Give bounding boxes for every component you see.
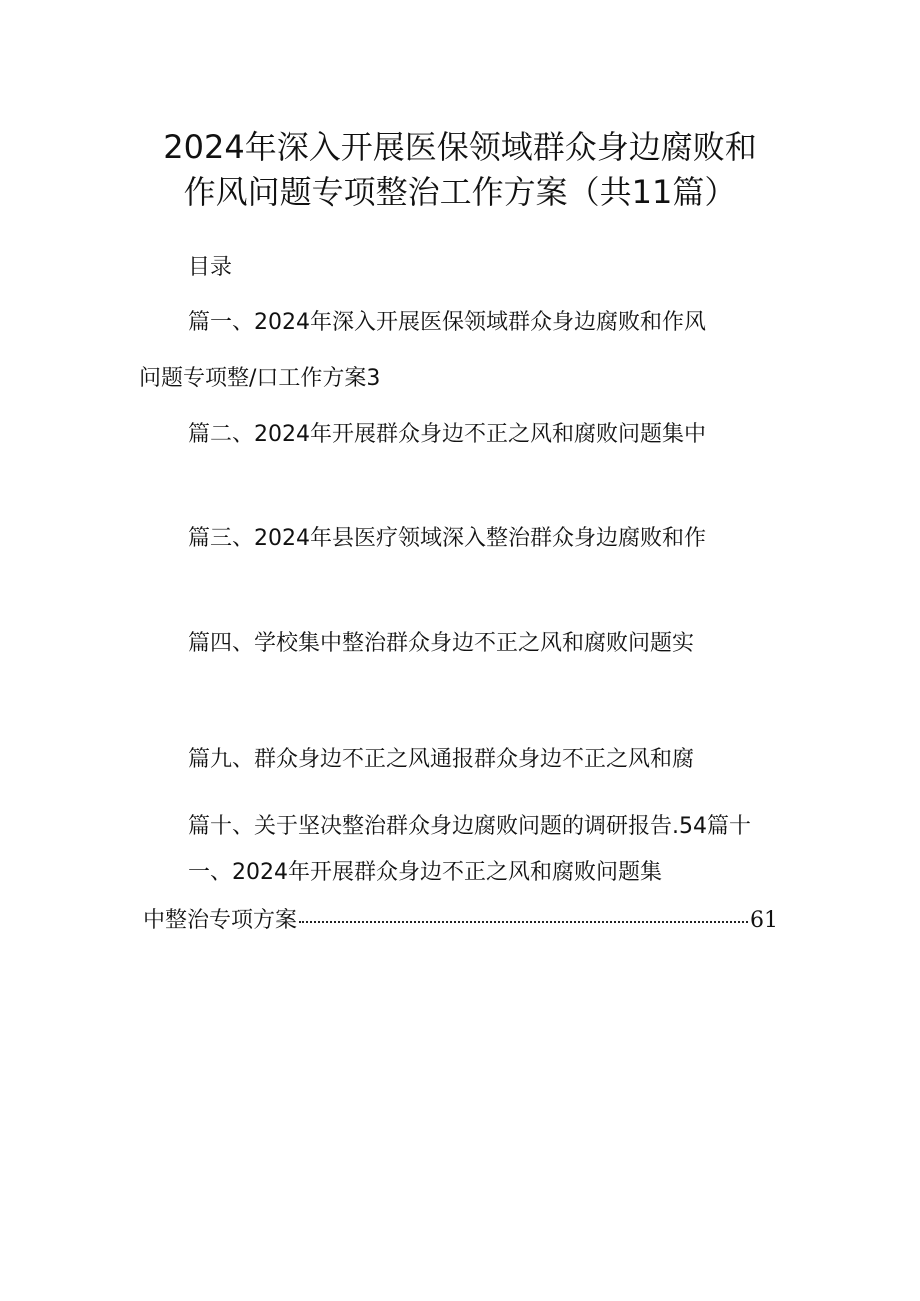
toc-entry-3: 篇三、2024年县医疗领域深入整治群众身边腐败和作 [188,526,706,551]
toc-entry-10: 篇十、关于坚决整治群众身边腐败问题的调研报告.54篇十 [188,814,751,839]
toc-dot-leader [299,921,748,923]
toc-entry-1: 篇一、2024年深入开展医保领域群众身边腐败和作风 [188,310,706,335]
toc-entry-4: 篇四、学校集中整治群众身边不正之风和腐败问题实 [188,631,695,656]
document-title-line-2: 作风问题专项整治工作方案（共11篇） [183,173,737,211]
toc-entry-11-page-number: 61 [750,908,778,933]
toc-entry-1-continued: 问题专项整/口工作方案3 [139,366,381,391]
toc-entry-11-label: 中整治专项方案 [143,908,298,933]
document-title-line-1: 2024年深入开展医保领域群众身边腐败和 [163,128,757,166]
toc-entry-11-continued [143,906,778,938]
toc-entry-2: 篇二、2024年开展群众身边不正之风和腐败问题集中 [188,422,706,447]
toc-entry-9: 篇九、群众身边不正之风通报群众身边不正之风和腐 [188,747,695,772]
toc-heading: 目录 [188,255,233,280]
toc-entry-11: 一、2024年开展群众身边不正之风和腐败问题集 [188,860,662,885]
